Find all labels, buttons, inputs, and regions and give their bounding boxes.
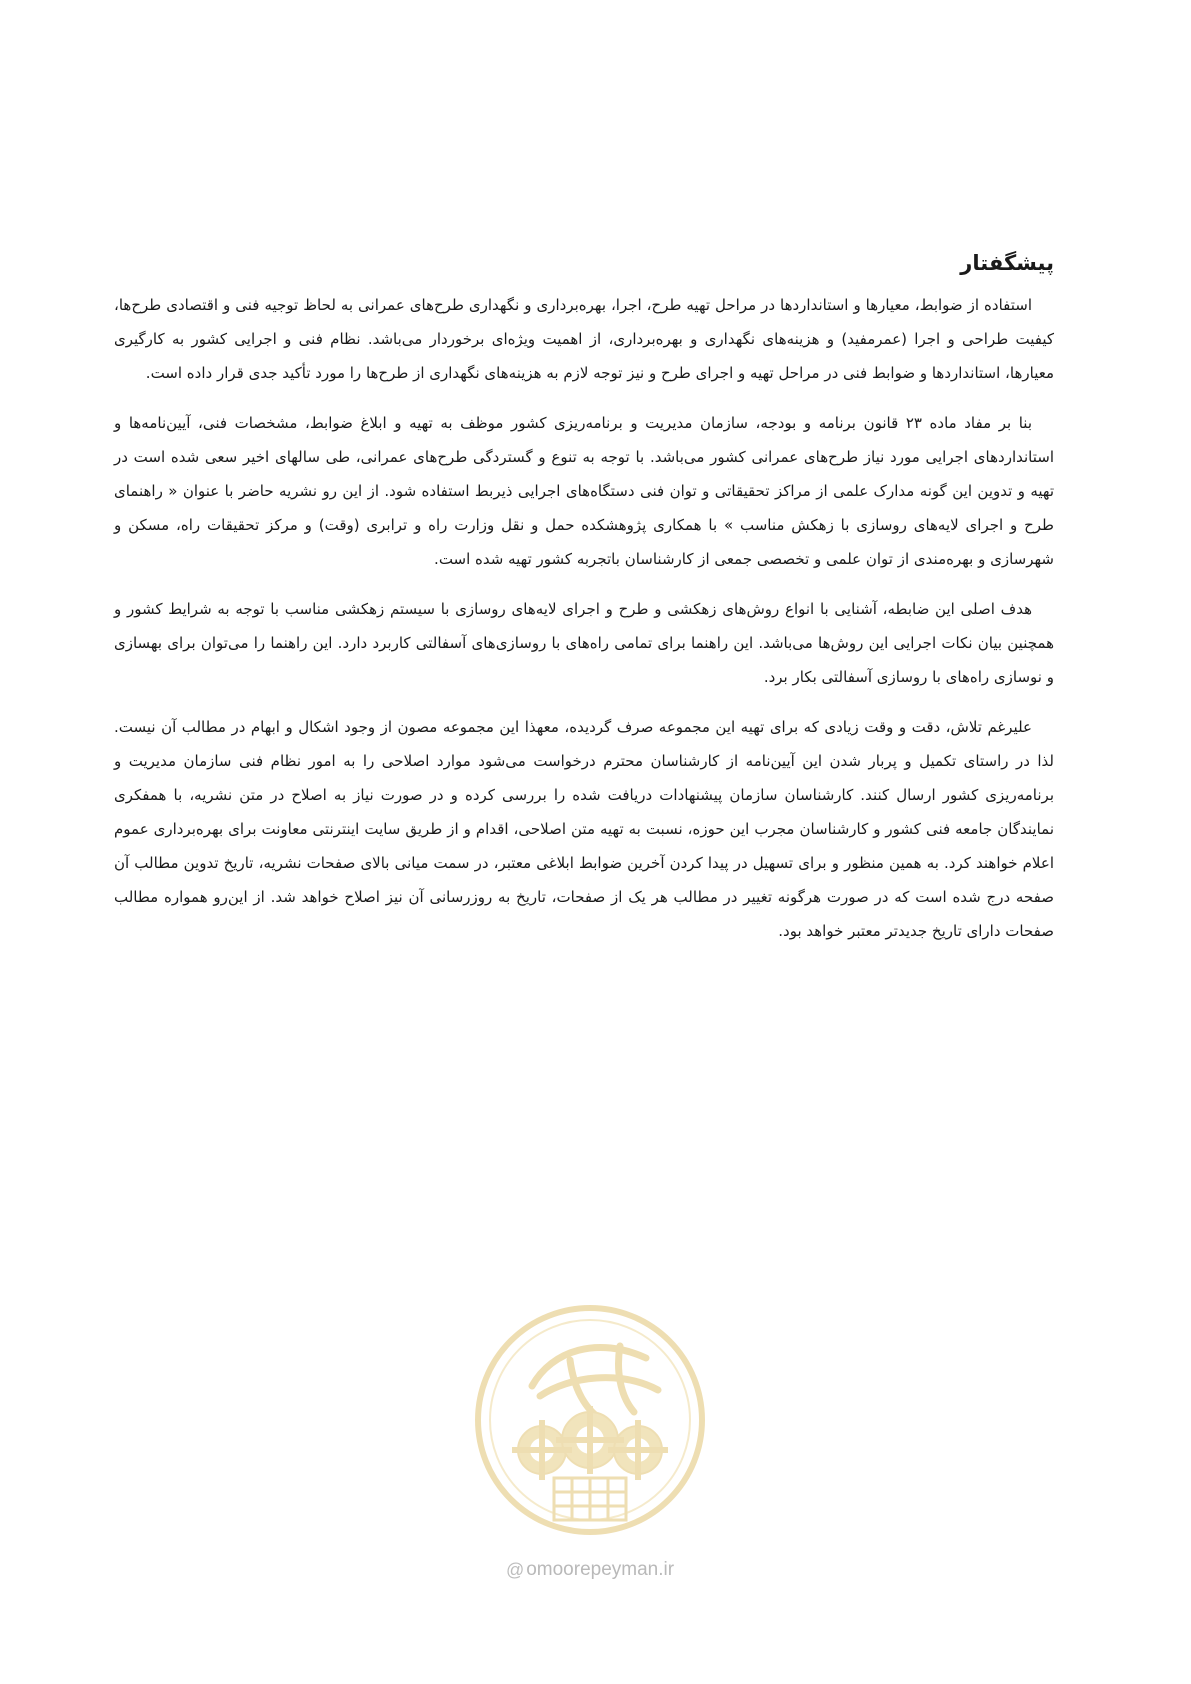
paragraph: بنا بر مفاد ماده ۲۳ قانون برنامه و بودجه، سازمان مدیریت و برنامه‌ریزی کشور موظف به تهیه و ابلاغ ضوابط، مشخصات فنی، آیین‌نامه‌ها و استانداردهای اجرایی مورد نیاز طرح‌های عمرانی کشور می‌باشد. با توجه به تنوع و گستردگی طرح‌های عمرانی، طی سالهای اخیر سعی شده است در تهیه و تدوین این گونه مدارک علمی از مراکز تحقیقاتی و توان فنی دستگاه‌های اجرایی ذیربط استفاده شود. از این رو نشریه حاضر با عنوان « راهنمای طرح و اجرای لایه‌های روسازی با زهکش مناسب » با همکاری پژوهشکده حمل و نقل وزارت راه و ترابری (وقت) و مرکز تحقیقات راه، مسکن و شهرسازی و بهره‌مندی از توان علمی و تخصصی جمعی از کارشناسان باتجربه کشور تهیه شده است. [114,414,1054,568]
paragraph: علیرغم تلاش، دقت و وقت زیادی که برای تهیه این مجموعه صرف گردیده، معهذا این مجموعه مصون از وجود اشکال و ابهام در مطالب آن نیست. لذا در راستای تکمیل و پربار شدن این آیین‌نامه از کارشناسان محترم درخواست می‌شود موارد اصلاحی را به امور نظام فنی سازمان مدیریت و برنامه‌ریزی کشور ارسال کنند. کارشناسان سازمان پیشنهادات دریافت شده را بررسی کرده و در صورت نیاز به اصلاح در متن نشریه، با همفکری نمایندگان جامعه فنی کشور و کارشناسان مجرب این حوزه، نسبت به تهیه متن اصلاحی، اقدام و از طریق سایت اینترنتی معاونت برای بهره‌برداری عموم اعلام خواهند کرد. به همین منظور و برای تسهیل در پیدا کردن آخرین ضوابط ابلاغی معتبر، در سمت میانی بالای صفحات نشریه، تاریخ تدوین مطالب آن صفحه درج شده است که در صورت هرگونه تغییر در مطالب هر یک از صفحات، تاریخ به روزرسانی آن نیز اصلاح خواهد شد. از این‌رو همواره مطالب صفحات دارای تاریخ جدیدتر معتبر خواهد بود. [114,718,1054,940]
paragraph: استفاده از ضوابط، معیارها و استانداردها در مراحل تهیه طرح، اجرا، بهره‌برداری و نگهداری طرح‌های عمرانی به لحاظ توجیه فنی و اقتصادی طرح‌ها، کیفیت طراحی و اجرا (عمرمفید) و هزینه‌های نگهداری و بهره‌برداری، از اهمیت ویژه‌ای برخوردار می‌باشد. نظام فنی و اجرایی کشور به کارگیری معیارها، استانداردها و ضوابط فنی در مراحل تهیه و اجرای طرح و نیز توجه لازم به هزینه‌های نگهداری از طرح‌ها را مورد تأکید جدی قرار داده است. [114,296,1054,382]
gear-seal-icon [470,1300,710,1540]
page-title: پیشگفتار [960,251,1054,275]
watermark-website [480,1558,700,1582]
watermark-logo [470,1300,710,1540]
paragraph: هدف اصلی این ضابطه، آشنایی با انواع روش‌های زهکشی و طرح و اجرای لایه‌های روسازی با سیستم زهکشی مناسب با توجه به شرایط کشور و همچنین بیان نکات اجرایی این روش‌ها می‌باشد. این راهنما برای تمامی راه‌های با روسازی‌های آسفالتی کاربرد دارد. این راهنما را می‌توان برای بهسازی و نوسازی راه‌های با روسازی آسفالتی بکار برد. [114,600,1054,686]
watermark-site-label: omoorepeyman.ir [526,1559,675,1580]
document-body [114,248,1054,964]
at-sign-icon: @ [505,1559,525,1580]
